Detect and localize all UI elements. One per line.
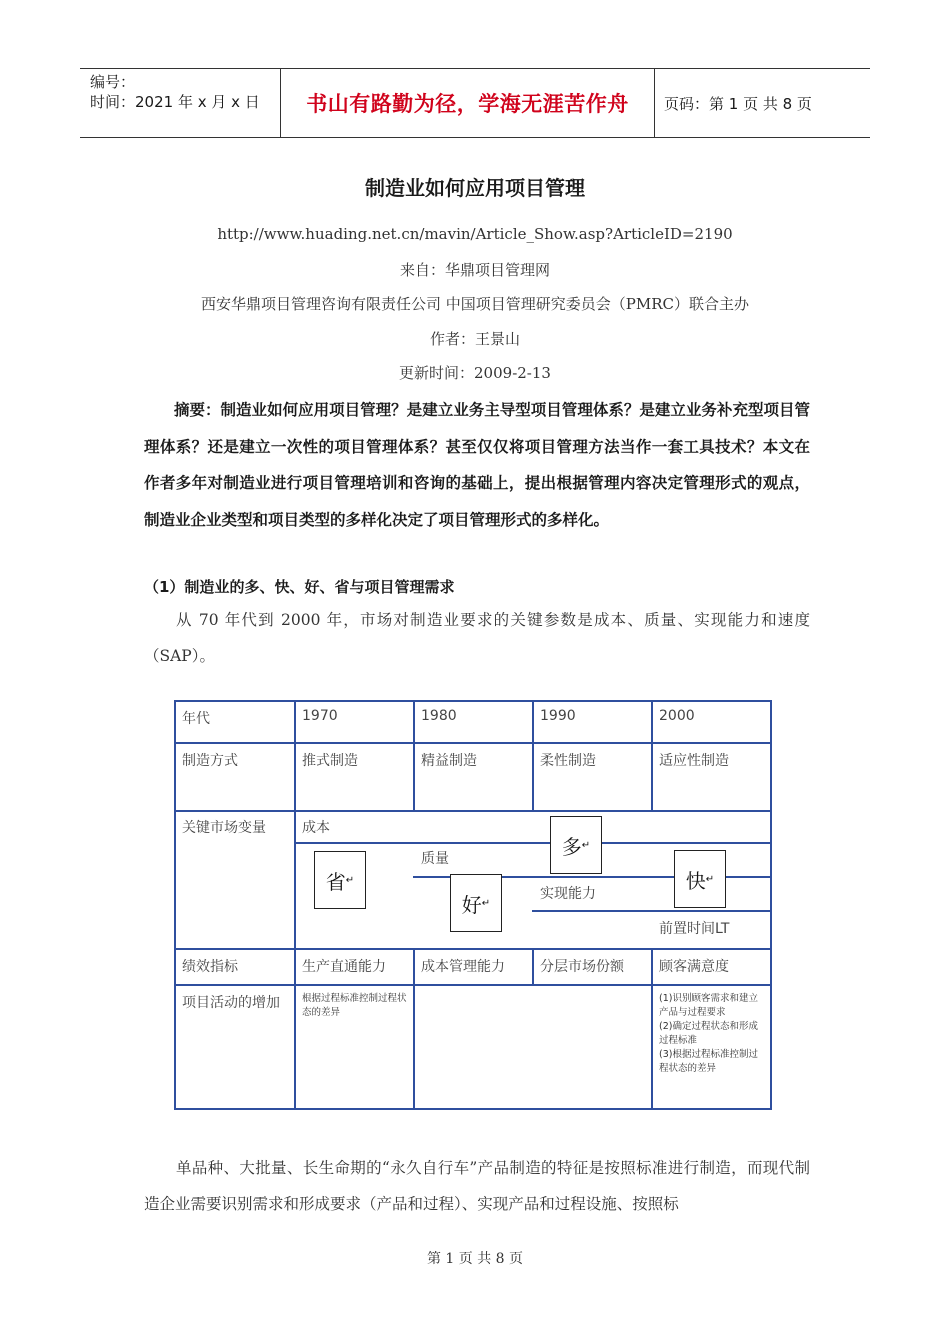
kpi-2000: 顾客满意度 — [659, 959, 729, 975]
grid-line — [294, 842, 770, 844]
header-slogan-cell — [280, 69, 655, 137]
return-mark-icon: ↵ — [481, 897, 491, 909]
box-fast-label: 快 — [685, 868, 706, 893]
page-footer: 第 1 页 共 8 页 — [426, 1251, 524, 1267]
grid-line — [532, 910, 770, 912]
paragraph-2: 单品种、大批量、长生命期的“永久自行车”产品制造的特征是按照标准进行制造，而现代制造企业需要识别需求和形成要求（产品和过程）、实现产品和过程设施、按照标 — [144, 1159, 810, 1213]
time-label: 时间：2021 年 x 月 x 日 — [90, 93, 260, 111]
kpi-1970: 生产直通能力 — [302, 959, 386, 975]
article-url: http://www.huading.net.cn/mavin/Article_Show.asp?ArticleID=2190 — [217, 225, 733, 243]
year-1990: 1990 — [540, 708, 576, 724]
grid-line — [651, 984, 653, 1108]
grid-line — [651, 702, 653, 810]
header-page-cell — [654, 69, 870, 137]
grid-line — [532, 702, 534, 810]
kpi-1980: 成本管理能力 — [421, 959, 505, 975]
section-heading: （1）制造业的多、快、好、省与项目管理需求 — [144, 578, 455, 596]
article-author: 作者：王景山 — [429, 330, 520, 348]
row-label-kpi: 绩效指标 — [182, 959, 238, 975]
number-label: 编号： — [90, 73, 136, 91]
return-mark-icon: ↵ — [345, 874, 355, 886]
box-many — [550, 816, 602, 874]
row-label-activities: 项目活动的增加 — [182, 995, 280, 1011]
grid-line — [413, 984, 415, 1108]
return-mark-icon: ↵ — [705, 873, 715, 885]
activity-2000-3: (3)根据过程标准控制过程状态的差异 — [659, 1049, 758, 1074]
return-mark-icon: ↵ — [581, 839, 591, 851]
paragraph-1: 从 70 年代到 2000 年，市场对制造业要求的关键参数是成本、质量、实现能力和速度（SAP）。 — [144, 611, 810, 665]
box-good-label: 好 — [461, 892, 482, 917]
box-save — [314, 851, 366, 909]
method-1970: 推式制造 — [302, 753, 358, 769]
variable-cost: 成本 — [302, 820, 330, 836]
abstract: 摘要：制造业如何应用项目管理？是建立业务主导型项目管理体系？是建立业务补充型项目管理体系？还是建立一次性的项目管理体系？甚至仅仅将项目管理方法当作一套工具技术？本文在作者多年对制造业进行项目管理培训和咨询的基础上，提出根据管理内容决定管理形式的观点，制造业企业类型和项目类型的多样化决定了项目管理形式的多样化。 — [144, 401, 810, 529]
box-good — [450, 874, 502, 932]
year-1980: 1980 — [421, 708, 457, 724]
box-many-label: 多 — [561, 834, 582, 859]
variable-quality: 质量 — [421, 851, 449, 867]
document-header — [80, 68, 870, 138]
row-label-variables: 关键市场变量 — [182, 820, 266, 836]
grid-line — [294, 702, 296, 1108]
page-info: 页码：第 1 页 共 8 页 — [664, 94, 812, 113]
article-updated: 更新时间：2009-2-13 — [399, 364, 551, 382]
grid-line — [532, 948, 534, 984]
method-1990: 柔性制造 — [540, 753, 596, 769]
box-save-label: 省 — [325, 869, 346, 894]
variable-lead-time: 前置时间LT — [659, 921, 730, 937]
year-1970: 1970 — [302, 708, 338, 724]
activity-1970: 根据过程标准控制过程状态的差异 — [302, 993, 407, 1018]
grid-line — [413, 948, 415, 984]
year-2000: 2000 — [659, 708, 695, 724]
kpi-1990: 分层市场份额 — [540, 959, 624, 975]
method-2000: 适应性制造 — [659, 753, 729, 769]
grid-line — [651, 948, 653, 984]
grid-line — [176, 948, 770, 950]
row-label-era: 年代 — [182, 711, 210, 727]
activity-2000-1: (1)识别顾客需求和建立产品与过程要求 — [659, 993, 758, 1018]
row-label-method: 制造方式 — [182, 753, 238, 769]
method-1980: 精益制造 — [421, 753, 477, 769]
era-comparison-figure — [174, 700, 772, 1110]
variable-capability: 实现能力 — [540, 886, 596, 902]
slogan: 书山有路勤为径，学海无涯苦作舟 — [306, 92, 629, 116]
header-left-cell — [80, 69, 280, 137]
grid-line — [176, 742, 770, 744]
grid-line — [176, 984, 770, 986]
article-title: 制造业如何应用项目管理 — [365, 176, 585, 200]
grid-line — [413, 702, 415, 810]
box-fast — [674, 850, 726, 908]
grid-line — [176, 810, 770, 812]
article-source: 来自：华鼎项目管理网 — [399, 261, 550, 279]
article-organizer: 西安华鼎项目管理咨询有限责任公司 中国项目管理研究委员会（PMRC）联合主办 — [201, 295, 749, 313]
activity-2000-2: (2)确定过程状态和形成过程标准 — [659, 1021, 758, 1046]
